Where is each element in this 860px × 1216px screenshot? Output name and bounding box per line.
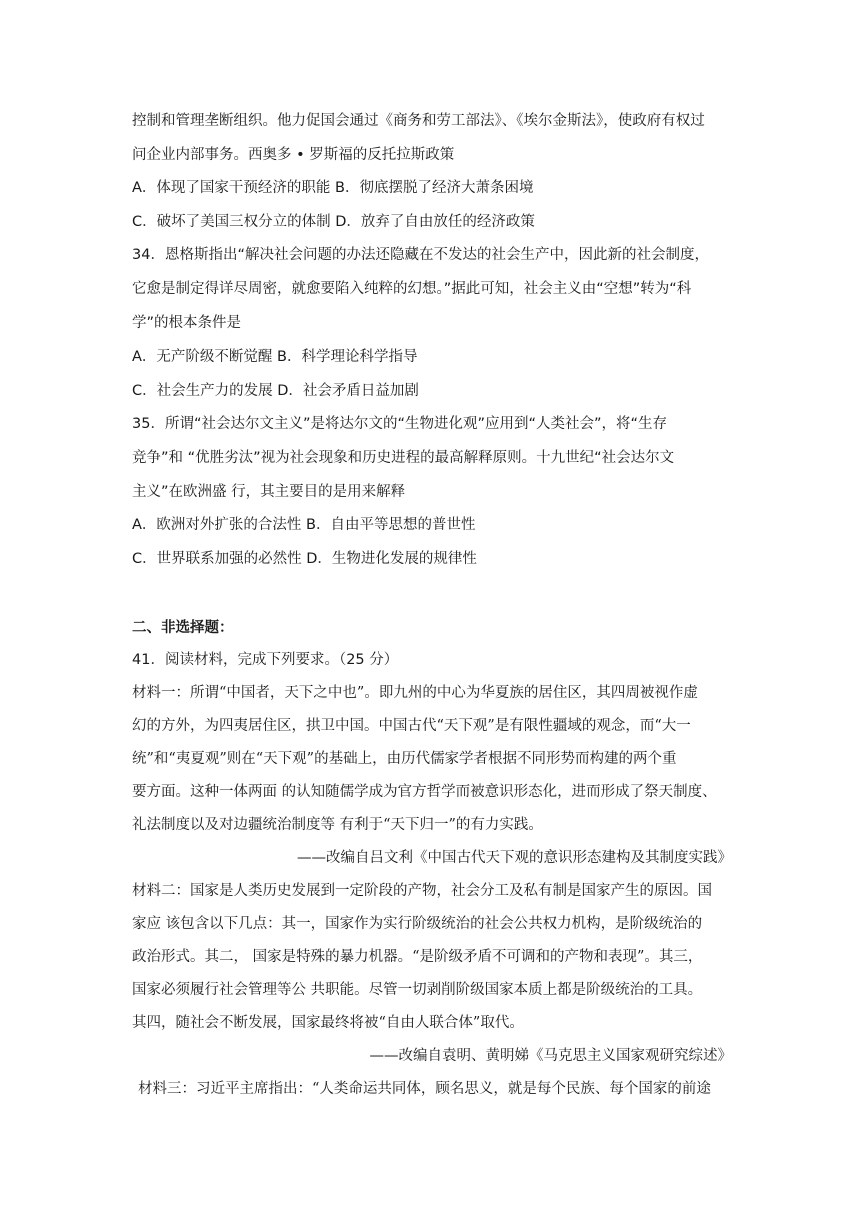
q35-stem-line-3: 主义”在欧洲盛 行，其主要目的是用来解释 [132,484,406,500]
q35-stem-line-1: 35．所谓“社会达尔文主义”是将达尔文的“生物进化观”应用到“人类社会”，将“生存 [132,416,668,432]
q34-options-ab: A．无产阶级不断觉醒 B．科学理论科学指导 [132,349,418,365]
q35-stem-line-2: 竞争”和 “优胜劣汰”视为社会现象和历史进程的最高解释原则。十九世纪“社会达尔文 [132,450,675,466]
q33-options-cd: C．破坏了美国三权分立的体制 D．放弃了自由放任的经济政策 [132,214,535,230]
material2-source: ——改编自袁明、黄明娣《马克思主义国家观研究综述》 [369,1048,732,1064]
material1-line-3: 统”和“夷夏观”则在“天下观”的基础上，由历代儒家学者根据不同形势而构建的两个重 [132,751,677,767]
material2-line-3: 政治形式。其二， 国家是特殊的暴力机器。“是阶级矛盾不可调和的产物和表现”。其三， [132,949,703,965]
q35-options-ab: A．欧洲对外扩张的合法性 B．自由平等思想的普世性 [132,517,476,533]
q34-stem-line-1: 34．恩格斯指出“解决社会问题的办法还隐藏在不发达的社会生产中，因此新的社会制度， [132,247,709,263]
material2-line-4: 国家必须履行社会管理等公 共职能。尽管一切剥削阶级国家本质上都是阶级统治的工具。 [132,982,703,998]
section-heading: 二、非选择题： [132,620,234,636]
q33-stem-line-2: 问企业内部事务。西奥多 • 罗斯福的反托拉斯政策 [132,147,455,163]
q34-stem-line-2: 它愈是制定得详尽周密，就愈要陷入纯粹的幻想。”据此可知，社会主义由“空想”转为“科 [132,281,692,297]
material1-source: ——改编自吕文利《中国古代天下观的意识形态建构及其制度实践》 [297,850,732,866]
material2-line-2: 家应 该包含以下几点：其一，国家作为实行阶级统治的社会公共权力机构，是阶级统治的 [132,916,703,932]
q35-options-cd: C．世界联系加强的必然性 D．生物进化发展的规律性 [132,551,477,567]
q33-options-ab: A．体现了国家干预经济的职能 B．彻底摆脱了经济大萧条困境 [132,180,534,196]
material1-line-2: 幻的方外，为四夷居住区，拱卫中国。中国古代“天下观”是有限性疆域的观念，而“大一 [132,718,691,734]
q33-stem-line-1: 控制和管理垄断组织。他力促国会通过《商务和劳工部法》、《埃尔金斯法》，使政府有权过 [132,113,705,129]
material1-line-1: 材料一：所谓“中国者，天下之中也”。即九州的中心为华夏族的居住区，其四周被视作虚 [132,685,698,701]
material2-line-1: 材料二：国家是人类历史发展到一定阶段的产物，社会分工及私有制是国家产生的原因。国 [132,883,712,899]
material2-line-5: 其四，随社会不断发展，国家最终将被“自由人联合体”取代。 [132,1015,524,1031]
material1-line-5: 礼法制度以及对边疆统治制度等 有利于“天下归一”的有力实践。 [132,817,543,833]
material3-line-1: 材料三：习近平主席指出：“人类命运共同体，顾名思义，就是每个民族、每个国家的前途 [138,1081,711,1097]
material1-line-4: 要方面。这种一体两面 的认知随儒学成为官方哲学而被意识形态化，进而形成了祭天制度、 [132,784,717,800]
q41-intro: 41．阅读材料，完成下列要求。（25 分） [132,652,399,668]
q34-options-cd: C．社会生产力的发展 D．社会矛盾日益加剧 [132,383,419,399]
q34-stem-line-3: 学”的根本条件是 [132,315,242,331]
